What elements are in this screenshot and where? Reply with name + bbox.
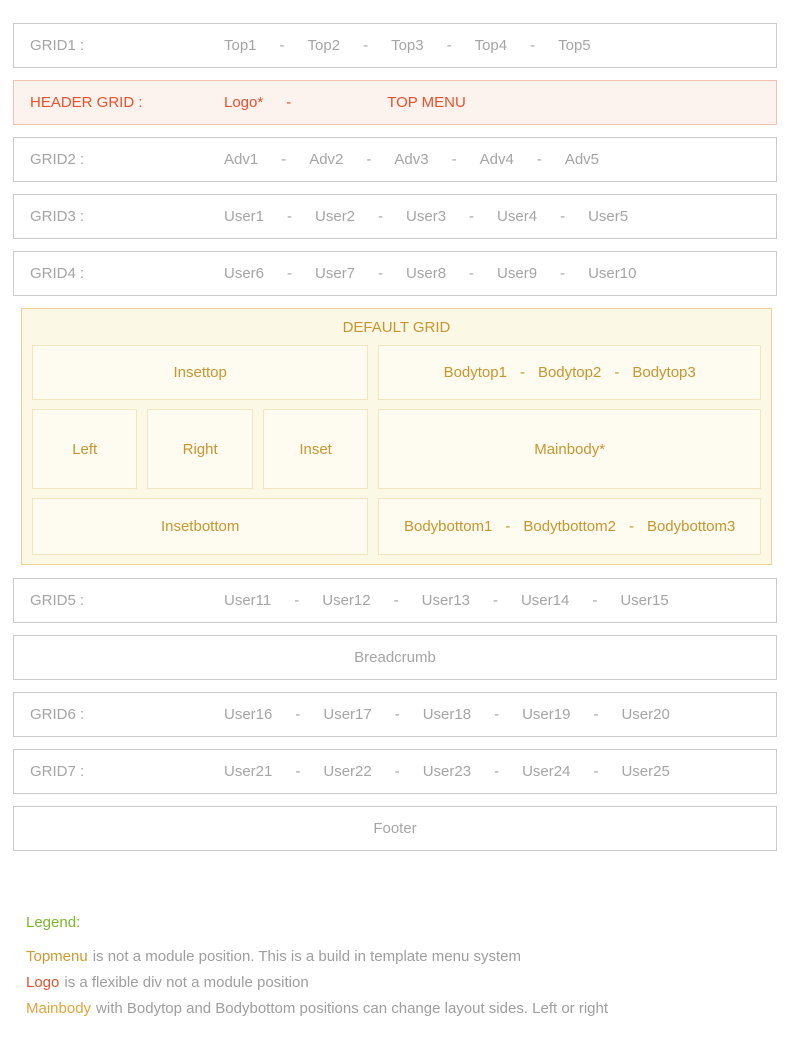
module-position: Bodytbottom2: [523, 518, 616, 535]
module-position: Bodytop3: [632, 364, 696, 381]
separator: -: [378, 265, 384, 282]
separator: -: [505, 518, 511, 535]
position-label: Inset: [299, 440, 332, 458]
module-position: User13: [421, 592, 470, 609]
module-position: User17: [323, 706, 372, 723]
separator: -: [560, 265, 566, 282]
module-position: Adv3: [394, 151, 429, 168]
module-position: User6: [224, 265, 265, 282]
module-position: User18: [422, 706, 472, 723]
position-mainbody: [378, 409, 761, 489]
module-position: Top1: [224, 37, 257, 54]
module-position: Top3: [391, 37, 424, 54]
position-insetbottom: [32, 498, 368, 555]
separator: -: [281, 151, 287, 168]
module-positions: [224, 706, 670, 723]
module-position: Adv1: [224, 151, 259, 168]
module-position: User14: [520, 592, 570, 609]
separator: -: [593, 763, 599, 780]
position-insettop: [32, 345, 368, 400]
legend-text: with Bodytop and Bodybottom positions can change layout sides. Left or right: [96, 1000, 609, 1017]
module-position: User25: [621, 763, 670, 780]
separator: -: [393, 592, 399, 609]
module-position: User11: [224, 592, 272, 609]
separator: -: [394, 706, 400, 723]
module-position: Adv2: [309, 151, 344, 168]
module-position: User16: [224, 706, 273, 723]
module-position: Bodytop1: [443, 364, 507, 381]
top-menu-position: TOP MENU: [387, 94, 466, 111]
separator: -: [469, 265, 475, 282]
logo-position: Logo*: [224, 94, 264, 111]
separator: -: [494, 763, 500, 780]
position-label: Insettop: [173, 364, 227, 381]
default-grid-title: DEFAULT GRID: [342, 319, 451, 336]
module-positions: [224, 265, 636, 282]
separator: -: [286, 94, 292, 111]
module-position: User1: [224, 208, 265, 225]
module-position: User5: [588, 208, 629, 225]
separator: -: [366, 151, 372, 168]
separator: -: [378, 208, 384, 225]
position-inset: [263, 409, 368, 489]
separator: -: [295, 763, 301, 780]
position-right: [147, 409, 252, 489]
module-position: User9: [497, 265, 538, 282]
separator: -: [560, 208, 566, 225]
legend-line-mainbody: [26, 996, 800, 1022]
legend-term-topmenu: Topmenu: [26, 948, 88, 965]
row-label: GRID4 :: [30, 265, 85, 282]
module-positions: [404, 518, 735, 535]
row-grid4: [13, 251, 777, 296]
row-footer: [13, 806, 777, 851]
module-position: User7: [315, 265, 356, 282]
module-position: User24: [522, 763, 571, 780]
module-position: Adv4: [479, 151, 514, 168]
left-right-inset-group: [32, 409, 368, 489]
module-position: Top2: [307, 37, 341, 54]
legend-line-logo: [26, 970, 800, 996]
module-position: Bodybottom1: [403, 518, 493, 535]
separator: -: [592, 592, 598, 609]
legend-title: Legend:: [26, 914, 81, 931]
module-positions: [224, 763, 670, 780]
module-positions: [224, 208, 628, 225]
row-label: GRID6 :: [30, 706, 85, 723]
separator: -: [469, 208, 475, 225]
separator: -: [536, 151, 542, 168]
legend-text: is a flexible div not a module position: [64, 974, 309, 991]
legend: [13, 914, 800, 1022]
row-grid7: [13, 749, 777, 794]
module-position: User15: [620, 592, 669, 609]
module-position: Adv5: [564, 151, 600, 168]
module-positions: [224, 94, 466, 111]
row-label: GRID7 :: [30, 763, 85, 780]
row-grid5: [13, 578, 777, 623]
row-label: GRID5 :: [30, 592, 85, 609]
default-grid: [21, 308, 772, 565]
separator: -: [451, 151, 457, 168]
legend-text: is not a module position. This is a build in template menu system: [92, 948, 521, 965]
footer-position: Footer: [373, 820, 417, 837]
default-grid-layout: [32, 345, 761, 555]
module-position: User20: [621, 706, 670, 723]
module-positions: [224, 151, 599, 168]
row-breadcrumb: [13, 635, 777, 680]
row-label: GRID3 :: [30, 208, 85, 225]
row-label: GRID1 :: [30, 37, 85, 54]
module-position: User23: [422, 763, 472, 780]
row-label: HEADER GRID :: [30, 94, 143, 111]
separator: -: [519, 364, 525, 381]
module-position: Bodybottom3: [646, 518, 736, 535]
position-label: Insetbottom: [160, 518, 240, 535]
separator: -: [530, 37, 536, 54]
row-header-grid: [13, 80, 777, 125]
module-position: User19: [522, 706, 571, 723]
separator: -: [614, 364, 620, 381]
separator: -: [363, 37, 369, 54]
breadcrumb-position: Breadcrumb: [354, 649, 436, 666]
position-bodybottom: [378, 498, 761, 555]
separator: -: [294, 592, 300, 609]
separator: -: [279, 37, 285, 54]
separator: -: [394, 763, 400, 780]
legend-line-topmenu: [26, 944, 800, 970]
separator: -: [287, 265, 293, 282]
row-grid3: [13, 194, 777, 239]
module-position: User10: [588, 265, 637, 282]
legend-term-logo: Logo: [26, 974, 60, 991]
module-position: User12: [322, 592, 371, 609]
separator: -: [295, 706, 301, 723]
position-left: [32, 409, 137, 489]
module-position: User21: [224, 763, 273, 780]
module-position: Bodytop2: [537, 364, 602, 381]
legend-term-mainbody: Mainbody: [26, 1000, 92, 1017]
module-position: User2: [315, 208, 356, 225]
row-label: GRID2 :: [30, 151, 85, 168]
row-grid6: [13, 692, 777, 737]
separator: -: [446, 37, 452, 54]
module-position: User3: [406, 208, 447, 225]
row-grid2: [13, 137, 777, 182]
module-position: User22: [323, 763, 372, 780]
module-position: Top5: [558, 37, 591, 54]
module-positions: [224, 37, 591, 54]
row-grid1: [13, 23, 777, 68]
separator: -: [494, 706, 500, 723]
module-position: User8: [406, 265, 447, 282]
position-label: Mainbody*: [534, 440, 606, 458]
separator: -: [628, 518, 634, 535]
module-position: User4: [497, 208, 538, 225]
module-positions: [224, 592, 669, 609]
position-bodytop: [378, 345, 761, 400]
position-label: Right: [182, 440, 218, 458]
module-positions: [444, 364, 696, 381]
module-position: Top4: [474, 37, 508, 54]
separator: -: [287, 208, 293, 225]
separator: -: [593, 706, 599, 723]
position-label: Left: [72, 440, 98, 458]
separator: -: [492, 592, 498, 609]
